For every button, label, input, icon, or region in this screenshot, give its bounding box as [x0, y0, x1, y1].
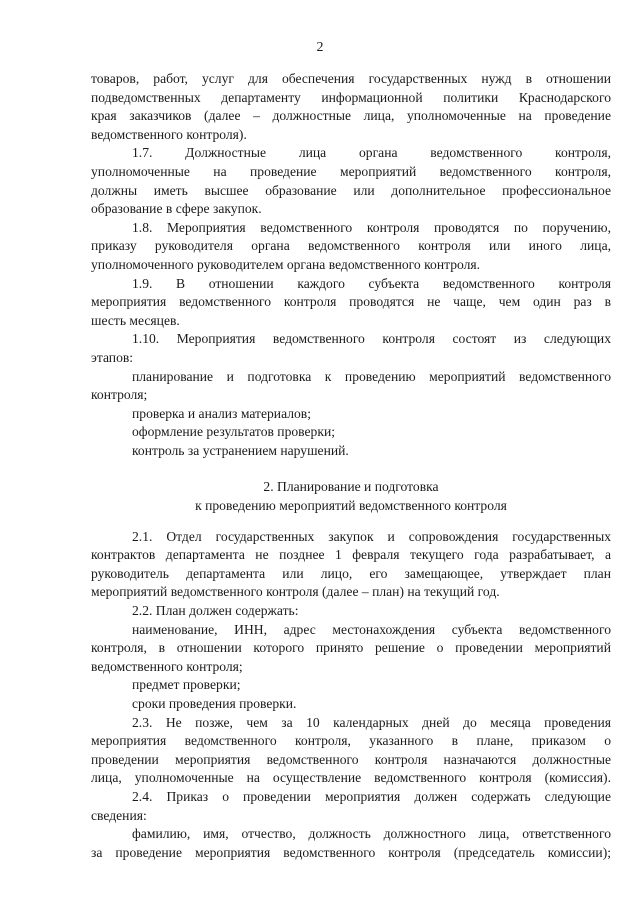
paragraph-line: образование в сфере закупок.: [91, 201, 262, 217]
spacer: [91, 516, 611, 528]
paragraph-line: 1.9. В отношении каждого субъекта ведомственного контроля: [132, 275, 611, 291]
paragraph-line: ведомственного контроля;: [91, 658, 243, 674]
paragraph-line: уполномоченного руководителем органа ведомственного контроля.: [91, 256, 481, 272]
paragraph-line: руководитель департамента или лицо, его замещающее, утверждает план: [91, 565, 611, 581]
paragraph-line: приказу руководителя органа ведомственного контроля или иного лица,: [91, 238, 611, 254]
paragraph-line: проведении мероприятия ведомственного контроля назначаются должностные: [91, 751, 611, 767]
paragraph-line: контроля, в отношении которого принято решение о проведении мероприятий: [91, 640, 611, 656]
paragraph-line: 2.4. Приказ о проведении мероприятия должен содержать следующие: [132, 788, 611, 804]
paragraph-line: 1.8. Мероприятия ведомственного контроля проводятся по поручению,: [132, 219, 611, 235]
paragraph-line: наименование, ИНН, адрес местонахождения субъекта ведомственного: [132, 621, 611, 637]
paragraph-line: сроки проведения проверки.: [132, 696, 297, 711]
paragraph-line: контроль за устранением нарушений.: [132, 442, 349, 458]
spacer: [91, 460, 611, 478]
paragraph-line: 1.10. Мероприятия ведомственного контроля состоят из следующих: [132, 331, 611, 347]
paragraph-line: должны иметь высшее образование или дополнительное профессиональное: [91, 182, 611, 198]
paragraph-line: мероприятия ведомственного контроля, указанного в плане, приказом о: [91, 733, 611, 749]
paragraph-line: края заказчиков (далее – должностные лица, уполномоченные на проведение: [91, 108, 611, 124]
paragraph-line: 2.2. План должен содержать:: [132, 603, 299, 619]
paragraph-line: лица, уполномоченные на осуществление ведомственного контроля (комиссия).: [91, 770, 611, 786]
document-body: [91, 70, 611, 862]
paragraph-line: проверка и анализ материалов;: [132, 405, 311, 421]
section-heading-subtitle: к проведению мероприятий ведомственного контроля: [195, 498, 507, 514]
paragraph-line: товаров, работ, услуг для обеспечения государственных нужд в отношении: [91, 71, 611, 86]
paragraph-line: мероприятия ведомственного контроля проводятся не чаще, чем один раз в: [91, 294, 611, 310]
paragraph-line: 1.7. Должностные лица органа ведомственного контроля,: [132, 145, 611, 161]
paragraph-line: контрактов департамента не позднее 1 февраля текущего года разрабатывает, а: [91, 547, 611, 563]
page-number: 2: [316, 40, 324, 55]
paragraph-line: 2.1. Отдел государственных закупок и сопровождения государственных: [132, 528, 611, 544]
paragraph-line: 2.3. Не позже, чем за 10 календарных дней до месяца проведения: [132, 714, 611, 730]
paragraph-line: за проведение мероприятия ведомственного контроля (председатель комиссии);: [91, 844, 611, 860]
paragraph-line: сведения:: [91, 807, 147, 823]
paragraph-line: подведомственных департаменту информационной политики Краснодарского: [91, 89, 611, 105]
paragraph-line: фамилию, имя, отчество, должность должностного лица, ответственного: [132, 826, 611, 842]
section-heading: 2. Планирование и подготовка: [263, 479, 439, 495]
paragraph-line: планирование и подготовка к проведению мероприятий ведомственного: [132, 368, 611, 384]
paragraph-line: ведомственного контроля).: [91, 126, 247, 142]
paragraph-line: контроля;: [91, 387, 148, 403]
paragraph-line: уполномоченные на проведение мероприятий ведомственного контроля,: [91, 163, 611, 179]
paragraph-line: этапов:: [91, 349, 134, 365]
paragraph-line: шесть месяцев.: [91, 312, 180, 328]
paragraph-line: мероприятий ведомственного контроля (далее – план) на текущий год.: [91, 584, 500, 600]
paragraph-line: оформление результатов проверки;: [132, 424, 335, 440]
paragraph-line: предмет проверки;: [132, 677, 241, 693]
